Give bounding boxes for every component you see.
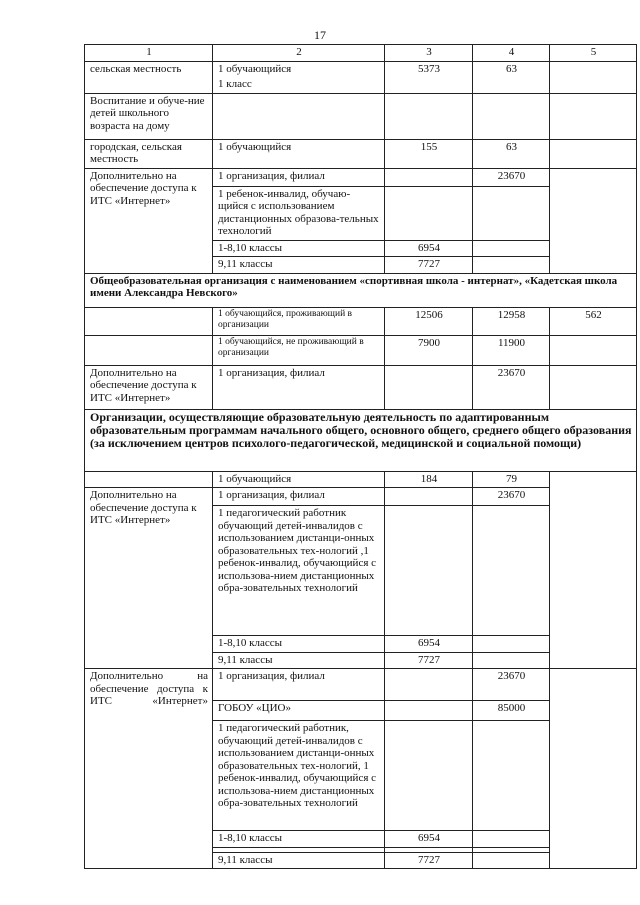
value-cell-3: 7727	[385, 652, 473, 669]
value-cell-4: 23670	[473, 365, 550, 409]
value-cell-4	[473, 831, 550, 848]
value-cell-3: 7727	[385, 257, 473, 274]
unit-cell: 1 организация, филиал	[213, 168, 385, 186]
value-cell-4	[473, 93, 550, 139]
value-cell-5	[550, 61, 637, 93]
unit-cell: 1-8,10 классы	[213, 240, 385, 257]
unit-cell: 9,11 классы	[213, 257, 385, 274]
value-cell-5	[550, 139, 637, 168]
table-row	[85, 335, 637, 365]
header-cell-4: 4	[473, 45, 550, 62]
table-row	[85, 139, 637, 168]
table-row	[85, 61, 637, 93]
table-row	[85, 365, 637, 409]
unit-cell	[213, 307, 385, 335]
unit-text: 1 обучающийся	[218, 62, 292, 75]
unit-cell: 1 обучающийся	[213, 139, 385, 168]
value-cell-4	[473, 852, 550, 869]
value-cell-3: 7900	[385, 335, 473, 365]
value-cell-4	[473, 257, 550, 274]
header-cell-1: 1	[85, 45, 213, 62]
category-cell	[85, 307, 213, 335]
value-cell-4: 11900	[473, 335, 550, 365]
unit-cell: 1 организация, филиал	[213, 488, 385, 506]
unit-cell: ГОБОУ «ЦИО»	[213, 701, 385, 721]
value-cell-5	[550, 471, 637, 669]
value-cell-3: 6954	[385, 831, 473, 848]
unit-cell: 1 педагогический работник, обучающий детей-инвалидов с использованием дистанци-онных образовательных тех-нологий, 1 ребенок-инвалид, обучающийся с использова-нием дистанционных обра-зовательных технологий	[213, 721, 385, 831]
category-cell	[85, 471, 213, 488]
value-cell-4: 23670	[473, 488, 550, 506]
value-cell-3: 155	[385, 139, 473, 168]
category-text: Дополнительно на обеспечение доступа к ИТС «Интернет»	[90, 670, 208, 707]
value-cell-3: 7727	[385, 852, 473, 869]
value-cell-5	[550, 669, 637, 869]
value-cell-3	[385, 186, 473, 240]
header-row	[85, 45, 637, 62]
header-cell-3: 3	[385, 45, 473, 62]
header-cell-5: 5	[550, 45, 637, 62]
value-cell-3	[385, 701, 473, 721]
unit-subtext: 1 класс	[218, 78, 252, 90]
value-cell-4	[473, 506, 550, 636]
value-cell-4: 79	[473, 471, 550, 488]
unit-cell: 1 педагогический работник обучающий детей-инвалидов с использованием дистанци-онных образовательных тех-нологий ,1 ребенок-инвалид, обучающийся с использова-нием дистанционных обра-зовательных технологий	[213, 506, 385, 636]
value-cell-4: 85000	[473, 701, 550, 721]
table-row	[85, 307, 637, 335]
unit-cell	[213, 93, 385, 139]
value-cell-4: 63	[473, 139, 550, 168]
value-cell-4	[473, 721, 550, 831]
header-cell-2: 2	[213, 45, 385, 62]
value-cell-5: 562	[550, 307, 637, 335]
unit-cell: 1-8,10 классы	[213, 831, 385, 848]
category-cell	[85, 335, 213, 365]
unit-cell: 1 организация, филиал	[213, 669, 385, 701]
value-cell-3	[385, 669, 473, 701]
section-title: Общеобразовательная организация с наименованием «спортивная школа - интернат», «Кадетская школа имени Александра Невского»	[85, 273, 637, 307]
value-cell-3	[385, 93, 473, 139]
value-cell-3	[385, 488, 473, 506]
table-row	[85, 93, 637, 139]
category-cell: городская, сельская местность	[85, 139, 213, 168]
category-cell: Дополнительно на обеспечение доступа к ИТС «Интернет»	[85, 488, 213, 669]
unit-cell: 1 обучающийся	[213, 471, 385, 488]
value-cell-3	[385, 168, 473, 186]
value-cell-4: 12958	[473, 307, 550, 335]
value-cell-4	[473, 240, 550, 257]
value-cell-3: 6954	[385, 636, 473, 653]
category-cell: сельская местность	[85, 61, 213, 93]
table-row	[85, 168, 637, 186]
value-cell-5	[550, 335, 637, 365]
table-row	[85, 669, 637, 701]
value-cell-3	[385, 365, 473, 409]
category-cell: Дополнительно на обеспечение доступа к ИТС «Интернет»	[85, 168, 213, 273]
value-cell-3	[385, 506, 473, 636]
value-cell-3: 12506	[385, 307, 473, 335]
unit-cell	[213, 61, 385, 93]
category-cell: Дополнительно на обеспечение доступа к ИТС «Интернет»	[85, 365, 213, 409]
value-cell-5	[550, 365, 637, 409]
category-cell: Воспитание и обуче-ние детей школьного возраста на дому	[85, 93, 213, 139]
unit-text: 1 обучающийся, проживающий в организации	[218, 308, 353, 330]
value-cell-4: 23670	[473, 168, 550, 186]
section-row	[85, 409, 637, 471]
unit-cell	[213, 335, 385, 365]
value-cell-4	[473, 636, 550, 653]
value-cell-4	[473, 186, 550, 240]
unit-cell: 9,11 классы	[213, 652, 385, 669]
unit-cell: 1 организация, филиал	[213, 365, 385, 409]
unit-cell: 1-8,10 классы	[213, 636, 385, 653]
value-cell-4: 63	[473, 61, 550, 93]
value-cell-3: 6954	[385, 240, 473, 257]
value-cell-4: 23670	[473, 669, 550, 701]
value-cell-5	[550, 93, 637, 139]
value-cell-3: 184	[385, 471, 473, 488]
unit-cell: 1 ребенок-инвалид, обучаю-щийся с использованием дистанционных образова-тельных технологий	[213, 186, 385, 240]
table-row	[85, 471, 637, 488]
tariff-table	[84, 44, 637, 869]
unit-text: 1 обучающийся, не проживающий в организации	[218, 336, 364, 358]
value-cell-3	[385, 721, 473, 831]
unit-cell: 9,11 классы	[213, 852, 385, 869]
section-title: Организации, осуществляющие образовательную деятельность по адаптированным образовательным программам начального общего, основного общего, среднего общего образования (за исключением центров психолого-педагогической, медицинской и социальной помощи)	[85, 409, 637, 471]
category-cell	[85, 669, 213, 869]
value-cell-5	[550, 168, 637, 273]
value-cell-4	[473, 652, 550, 669]
page-number: 17	[314, 28, 326, 42]
section-row	[85, 273, 637, 307]
value-cell-3: 5373	[385, 61, 473, 93]
